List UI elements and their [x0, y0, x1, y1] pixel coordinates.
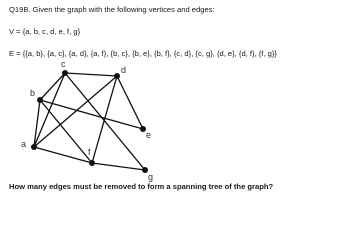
edge-d-e	[117, 76, 143, 129]
vertex-d	[114, 73, 120, 79]
vertex-c	[62, 70, 68, 76]
vertex-label-g: g	[148, 172, 154, 182]
vertex-label-f: f	[88, 147, 91, 157]
vertex-label-b: b	[30, 88, 36, 98]
question-title: Q19B. Given the graph with the following vertices and edges:	[9, 5, 215, 14]
edge-c-g	[65, 73, 145, 170]
vertex-f	[89, 160, 95, 166]
edge-d-f	[92, 76, 117, 163]
vertex-label-c: c	[61, 59, 66, 69]
vertex-label-d: d	[121, 65, 127, 75]
edges-definition: E = {{a, b}, {a, c}, {a, d}, {a, f}, {b, c}, {b, e}, {b, f}, {c, d}, {c, g}, {d, e}, {d, f}, {f, g}}	[9, 49, 277, 58]
vertex-label-a: a	[21, 139, 27, 149]
vertex-b	[37, 97, 43, 103]
vertex-label-e: e	[146, 130, 152, 140]
edge-b-f	[40, 100, 92, 163]
edge-f-g	[92, 163, 145, 170]
vertices-definition: V = {a, b, c, d, e, f, g}	[9, 27, 81, 36]
vertex-a	[31, 144, 37, 150]
edge-c-d	[65, 73, 117, 76]
edge-b-c	[40, 73, 65, 100]
edge-a-f	[34, 147, 92, 163]
question-prompt: How many edges must be removed to form a spanning tree of the graph?	[9, 182, 274, 191]
